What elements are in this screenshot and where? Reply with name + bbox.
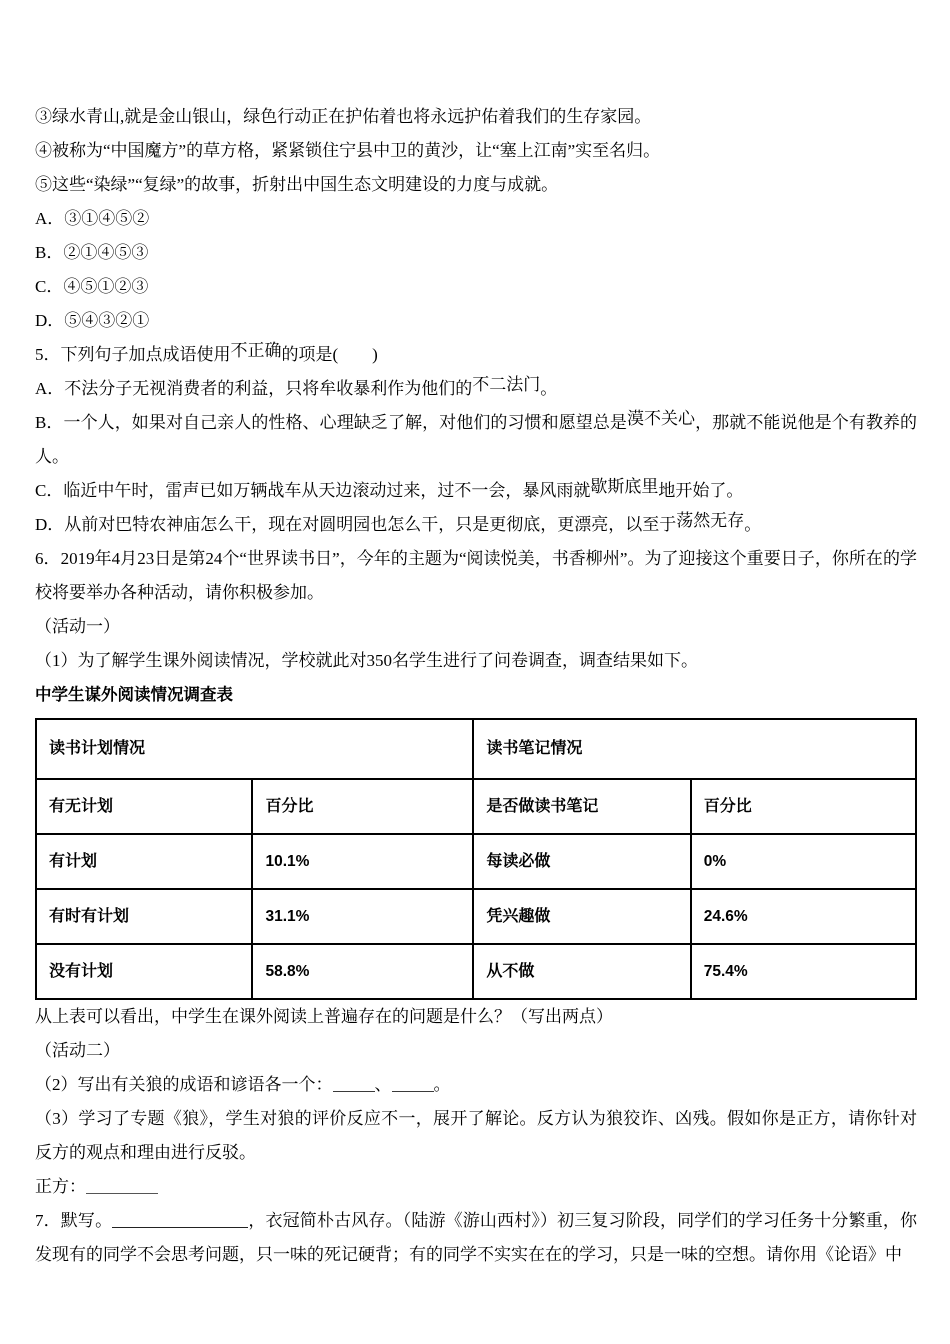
q4-statement-3: ③绿水青山,就是金山银山，绿色行动正在护佑着也将永远护佑着我们的生存家园。 [35,107,652,126]
answer-blank [392,1081,434,1092]
q5-stem-text: 5．下列句子加点成语使用 [35,345,231,364]
option-tail: 。 [540,379,558,398]
q6-table-conclusion: 从上表可以看出，中学生在课外阅读上普遍存在的问题是什么？（写出两点） [35,1007,613,1026]
option-tail: 。 [744,515,762,534]
column-header-cell: 是否做读书笔记 [473,779,690,834]
q6-item2-text: （2）写出有关狼的成语和谚语各一个： [35,1075,333,1094]
q6-activity2-label: （活动二） [35,1041,120,1060]
table-group-header-row [36,719,916,779]
table-row [36,944,916,999]
option-text: C．临近中午时，雷声已如万辆战车从天边滚动过来，过不一会，暴风雨就 [35,481,591,500]
table-cell-percent: 31.1% [252,889,473,944]
table-cell: 有计划 [36,834,252,889]
q4-option-b: B．②①④⑤③ [35,243,149,262]
q4-statement-5: ⑤这些“染绿”“复绿”的故事，折射出中国生态文明建设的力度与成就。 [35,175,559,194]
q6-item3: （3）学习了专题《狼》，学生对狼的评价反应不一，展开了解论。反方认为狼狡诈、凶残。假如你是正方，请你针对反方的观点和理由进行反驳。 [35,1109,917,1162]
table-cell: 从不做 [473,944,690,999]
q4-statement-4: ④被称为“中国魔方”的草方格，紧紧锁住宁县中卫的黄沙，让“塞上江南”实至名归。 [35,141,661,160]
option-tail: 地开始了。 [658,481,744,500]
q4-option-d: D．⑤④③②① [35,311,150,330]
option-emphasis: 漠不关心 [627,409,696,428]
q6-item2 [35,1068,917,1102]
q4-option-c: C．④⑤①②③ [35,277,149,296]
table-cell: 有时有计划 [36,889,252,944]
q5-option-c [35,474,917,508]
q7-lead: 7．默写。 [35,1211,113,1230]
q5-stem [35,338,917,372]
group-header-cell: 读书笔记情况 [473,719,916,779]
answer-blank [112,1217,248,1228]
table-cell-percent: 0% [691,834,916,889]
column-header-cell: 有无计划 [36,779,252,834]
survey-table-title: 中学生谋外阅读情况调查表 [35,685,233,704]
answer-blank [333,1081,375,1092]
column-header-cell: 百分比 [691,779,916,834]
q7-paragraph [35,1204,917,1272]
q5-stem-tail: 的项是( ) [281,345,378,364]
q6-item2-separator: 、 [374,1075,392,1094]
table-cell: 没有计划 [36,944,252,999]
option-text: A．不法分子无视消费者的利益，只将牟收暴利作为他们的 [35,379,473,398]
option-tail: ，那就不能说他是个有教养的人。 [35,413,918,466]
table-cell-percent: 58.8% [252,944,473,999]
table-cell-percent: 24.6% [691,889,916,944]
q5-option-b [35,406,917,474]
q6-item2-end: 。 [433,1075,451,1094]
q6-item1: （1）为了解学生课外阅读情况，学校就此对350名学生进行了问卷调查，调查结果如下。 [35,651,698,670]
q5-option-a [35,372,917,406]
option-emphasis: 歇斯底里 [590,477,659,496]
q6-side-line [35,1170,917,1204]
q6-activity1-label: （活动一） [35,617,120,636]
q5-option-d [35,508,917,542]
table-column-header-row [36,779,916,834]
table-row [36,834,916,889]
group-header-cell: 读书计划情况 [36,719,473,779]
option-text: B．一个人，如果对自己亲人的性格、心理缺乏了解，对他们的习惯和愿望总是 [35,413,628,432]
option-emphasis: 荡然无存 [676,511,745,530]
table-cell: 凭兴趣做 [473,889,690,944]
q5-stem-emphasis: 不正确 [230,341,282,360]
column-header-cell: 百分比 [252,779,473,834]
table-cell-percent: 10.1% [252,834,473,889]
answer-blank [86,1183,158,1194]
q6-intro: 6．2019年4月23日是第24个“世界读书日”，今年的主题为“阅读悦美，书香柳州”。为了迎接这个重要日子，你所在的学校将要举办各种活动，请你积极参加。 [35,549,917,602]
q7-body: ，衣冠简朴古风存。（陆游《游山西村》）初三复习阶段，同学们的学习任务十分繁重，你发现有的同学不会思考问题，只一味的死记硬背；有的同学不实实在在的学习，只是一味的空想。请你用《论语》中 [35,1211,918,1264]
q4-option-a: A．③①④⑤② [35,209,150,228]
table-row [36,889,916,944]
option-text: D．从前对巴特农神庙怎么干，现在对圆明园也怎么干，只是更彻底，更漂亮，以至于 [35,515,677,534]
table-cell-percent: 75.4% [691,944,916,999]
survey-table [35,718,917,1000]
table-cell: 每读必做 [473,834,690,889]
option-emphasis: 不二法门 [472,375,541,394]
side-label: 正方： [35,1177,86,1196]
